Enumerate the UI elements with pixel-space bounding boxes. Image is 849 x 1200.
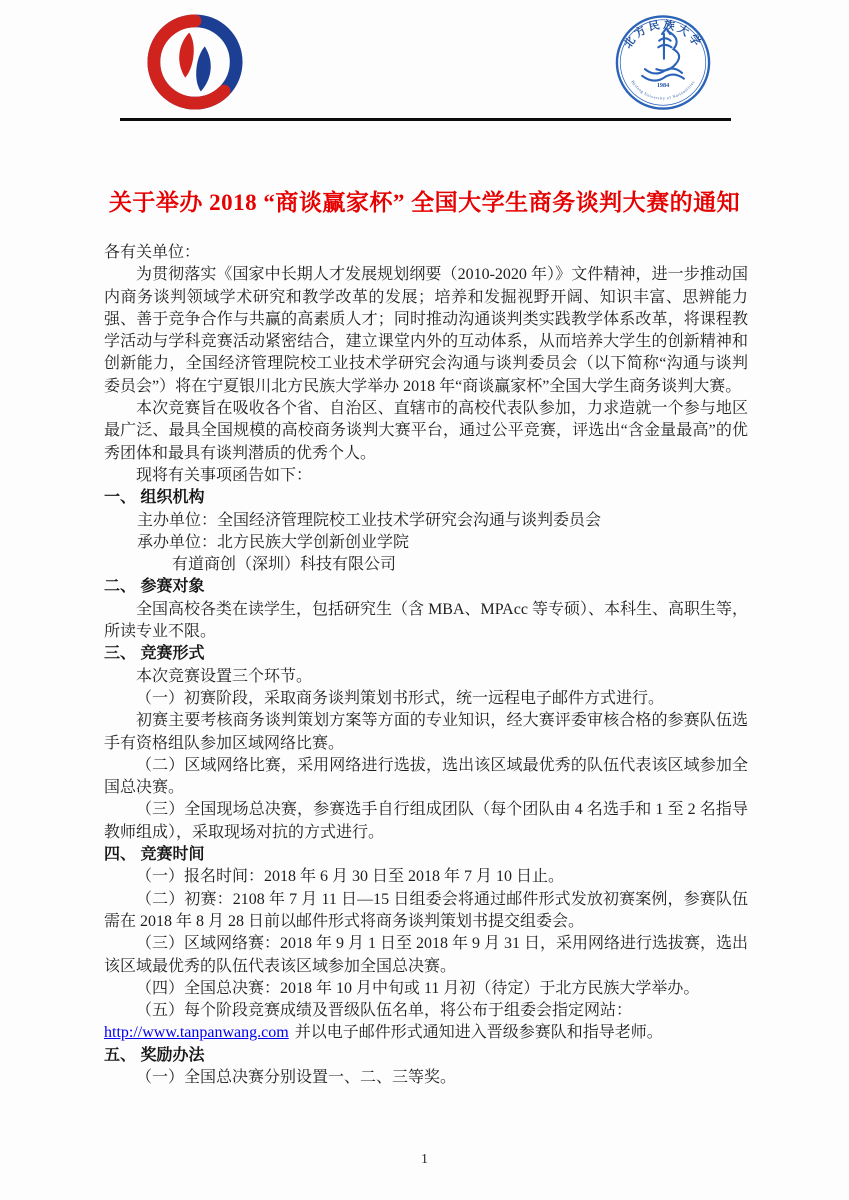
website-line bbox=[104, 1022, 748, 1044]
intro-paragraph-1: 为贯彻落实《国家中长期人才发展规划纲要（2010-2020 年）》文件精神，进一步推动国内商务谈判领域学术研究和教学改革的发展；培养和发掘视野开阔、知识丰富、思辨能力强、善于竞争合作与共赢的高素质人才；同时推动沟通谈判类实践教学体系改革，将课程教学活动与学科竞赛活动紧密结合，建立课堂内外的互动体系，从而培养大学生的创新精神和创新能力，全国经济管理院校工业技术学研究会沟通与谈判委员会（以下简称“沟通与谈判委员会”）将在宁夏银川北方民族大学举办 2018 年“商谈赢家杯”全国大学生商务谈判大赛。 bbox=[104, 266, 748, 395]
page-footer bbox=[0, 1152, 849, 1168]
document-title: 关于举办 2018 “商谈赢家杯” 全国大学生商务谈判大赛的通知 bbox=[108, 190, 741, 215]
format-paragraph-1: 本次竞赛设置三个环节。 bbox=[136, 667, 313, 685]
website-line-tail: 并以电子邮件形式通知进入晋级参赛队和指导老师。 bbox=[294, 1024, 663, 1042]
schedule-paragraph-4: （四）全国总决赛：2018 年 10 月中旬或 11 月初（待定）于北方民族大学举办。 bbox=[136, 979, 700, 997]
schedule-paragraph-1: （一）报名时间：2018 年 6 月 30 日至 2018 年 7 月 10 日止。 bbox=[136, 868, 565, 886]
section-heading-organization: 一、 组织机构 bbox=[104, 489, 205, 507]
seal-year: 1984 bbox=[656, 83, 670, 90]
page-number: 1 bbox=[421, 1152, 428, 1167]
university-seal-icon bbox=[615, 15, 711, 110]
section-heading-participants: 二、 参赛对象 bbox=[104, 578, 205, 596]
intro-paragraph-3: 现将有关事项函告如下： bbox=[136, 466, 313, 484]
section-heading-awards: 五、 奖励办法 bbox=[104, 1046, 205, 1064]
section-heading-schedule: 四、 竞赛时间 bbox=[104, 846, 205, 864]
awards-paragraph-1: （一）全国总决赛分别设置一、二、三等奖。 bbox=[136, 1068, 457, 1086]
organizer-unit-line-2: 有道商创（深圳）科技有限公司 bbox=[172, 556, 397, 574]
schedule-paragraph-5: （五）每个阶段竞赛成绩及晋级队伍名单，将公布于组委会指定网站： bbox=[136, 1002, 633, 1020]
section-heading-format: 三、 竞赛形式 bbox=[104, 645, 205, 663]
salutation: 各有关单位： bbox=[104, 244, 201, 261]
format-paragraph-5: （三）全国现场总决赛，参赛选手自行组成团队（每个团队由 4 名选手和 1 至 2 名指导教师组成），采取现场对抗的方式进行。 bbox=[104, 801, 748, 841]
seal-university-name: 北方民族大学 bbox=[621, 19, 705, 51]
document-body bbox=[104, 242, 748, 1089]
schedule-paragraph-2: （二）初赛：2108 年 7 月 11 日—15 日组委会将通过邮件形式发放初赛案例，参赛队伍需在 2018 年 8 月 28 日前以邮件形式将商务谈判策划书提交组委会。 bbox=[104, 890, 748, 930]
competition-logo-icon bbox=[146, 13, 244, 111]
participants-paragraph: 全国高校各类在读学生，包括研究生（含 MBA、MPAcc 等专硕）、本科生、高职生等，所读专业不限。 bbox=[104, 600, 748, 641]
website-link[interactable]: http://www.tanpanwang.com bbox=[104, 1024, 289, 1042]
intro-paragraph-2: 本次竞赛旨在吸收各个省、自治区、直辖市的高校代表队参加，力求造就一个参与地区最广泛、最具全国规模的高校商务谈判大赛平台，通过公平竞赛，评选出“含金量最高”的优秀团体和最具有谈判潜质的优秀个人。 bbox=[104, 400, 748, 462]
organizer-unit-line: 承办单位：北方民族大学创新创业学院 bbox=[137, 533, 410, 551]
format-paragraph-4: （二）区域网络比赛，采用网络进行选拔，选出该区域最优秀的队伍代表该区域参加全国总决赛。 bbox=[104, 756, 748, 797]
format-paragraph-2: （一）初赛阶段，采取商务谈判策划书形式，统一远程电子邮件方式进行。 bbox=[136, 689, 665, 707]
schedule-paragraph-3: （三）区域网络赛：2018 年 9 月 1 日至 2018 年 9 月 31 日，采用网络进行选拔赛，选出该区域最优秀的队伍代表该区域参加全国总决赛。 bbox=[104, 935, 749, 975]
host-unit-line: 主办单位：全国经济管理院校工业技术学研究会沟通与谈判委员会 bbox=[137, 511, 602, 529]
header-divider bbox=[120, 118, 731, 121]
format-paragraph-3: 初赛主要考核商务谈判策划方案等方面的专业知识，经大赛评委审核合格的参赛队伍选手有资格组队参加区域网络比赛。 bbox=[104, 712, 748, 752]
seal-english-name: Beifang University of Nationalities bbox=[630, 79, 696, 101]
